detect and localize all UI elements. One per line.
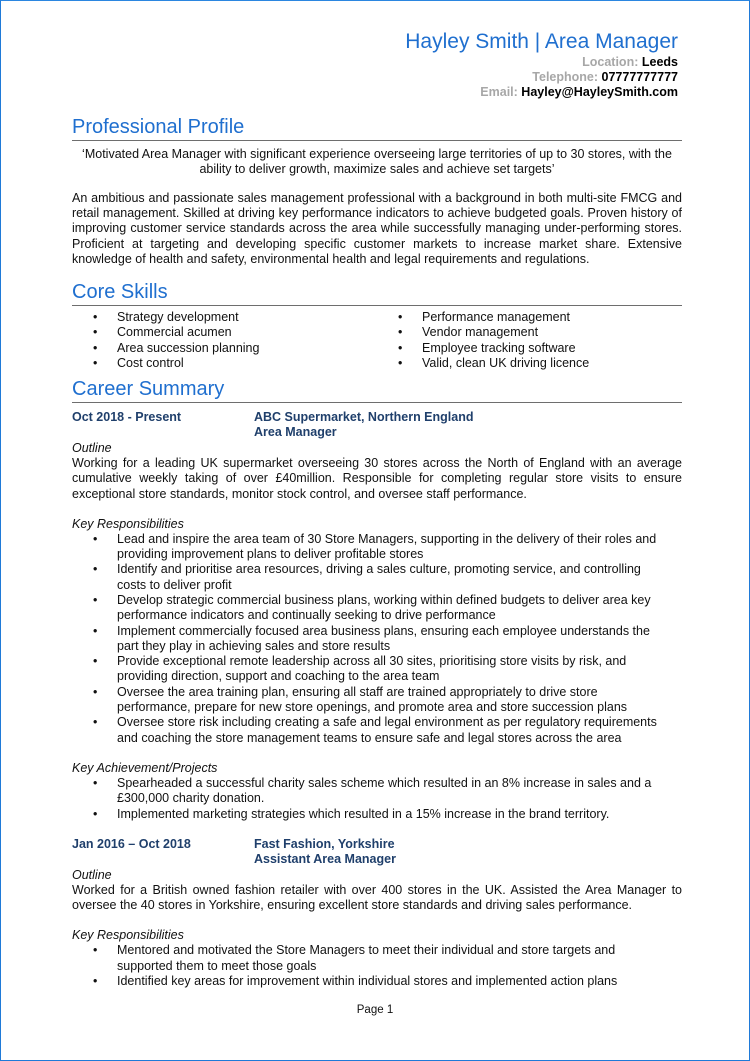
achievements-label: Key Achievement/Projects bbox=[72, 760, 218, 775]
list-item: • Oversee the area training plan, ensuring all staff are trained appropriately to drive store performance, prepare for new store openings, and promote area and store succession plans bbox=[72, 685, 682, 716]
skill-item: • Performance management bbox=[377, 310, 682, 325]
telephone-line bbox=[405, 70, 678, 85]
list-item: • Spearheaded a successful charity sales scheme which resulted in an 8% increase in sales and a £300,000 charity donation. bbox=[72, 776, 682, 807]
profile-body: An ambitious and passionate sales management professional with a background in both multi-site FMCG and retail management. Skilled at driving key performance indicators to achieve budgeted goals. Proven history of improving customer service standards across the area while successfully managing under-performing stores. Proficient at targeting and developing specific customer markets to increase market share. Extensive knowledge of health and safety, environmental health and legal requirements and regulations. bbox=[72, 191, 682, 266]
skills-heading: Core Skills bbox=[72, 279, 682, 306]
cv-header bbox=[405, 28, 678, 100]
job-company: Fast Fashion, Yorkshire bbox=[254, 836, 395, 851]
job-company: ABC Supermarket, Northern England bbox=[254, 410, 474, 425]
list-item: • Provide exceptional remote leadership across all 30 sites, prioritising store visits by risk, and providing direction, support and coaching to the area team bbox=[72, 654, 682, 685]
list-item: • Mentored and motivated the Store Managers to meet their individual and store targets and supported them to meet those goals bbox=[72, 943, 682, 974]
responsibilities-list bbox=[72, 943, 682, 989]
skill-item: • Vendor management bbox=[377, 325, 682, 340]
profile-heading: Professional Profile bbox=[72, 114, 682, 141]
job-date: Jan 2016 – Oct 2018 bbox=[72, 836, 191, 851]
outline-label: Outline bbox=[72, 867, 112, 882]
skills-right-column bbox=[377, 310, 682, 371]
location-value: Leeds bbox=[641, 55, 678, 69]
job-outline: Working for a leading UK supermarket overseeing 30 stores across the North of England with an average cumulative weekly taking of over £40million. Responsible for completing regular store visits to ensure exceptional store standards, monitor stock control, and oversee staff performance. bbox=[72, 456, 682, 501]
list-item: • Develop strategic commercial business plans, working within defined budgets to deliver area key performance indicators and continually seeking to drive performance bbox=[72, 593, 682, 624]
skill-item: • Cost control bbox=[72, 356, 377, 371]
skill-item: • Area succession planning bbox=[72, 341, 377, 356]
email-value: Hayley@HayleySmith.com bbox=[521, 85, 678, 99]
skills-left-column bbox=[72, 310, 377, 371]
responsibilities-list bbox=[72, 532, 682, 746]
list-item: • Implemented marketing strategies which resulted in a 15% increase in the brand territory. bbox=[72, 807, 682, 822]
outline-label: Outline bbox=[72, 441, 112, 456]
responsibilities-label: Key Responsibilities bbox=[72, 928, 184, 943]
job-header bbox=[72, 410, 682, 440]
responsibilities-label: Key Responsibilities bbox=[72, 516, 184, 531]
job-title: Assistant Area Manager bbox=[254, 851, 396, 866]
list-item: • Identify and prioritise area resources, driving a sales culture, promoting service, and controlling costs to deliver profit bbox=[72, 562, 682, 593]
job-company-block bbox=[254, 410, 473, 440]
profile-quote: ‘Motivated Area Manager with significant experience overseeing large territories of up to 30 stores, with the ability to deliver growth, maximize sales and achieve set targets’ bbox=[82, 147, 672, 176]
location-label: Location: bbox=[582, 55, 639, 69]
job-entry bbox=[72, 410, 682, 822]
achievements-list bbox=[72, 776, 682, 822]
email-label: Email: bbox=[480, 85, 518, 99]
telephone-value: 07777777777 bbox=[601, 70, 678, 84]
page-number: Page 1 bbox=[356, 1004, 394, 1016]
job-outline: Worked for a British owned fashion retailer with over 400 stores in the UK. Assisted the Area Manager to oversee the 40 stores in Yorkshire, ensuring excellent store standards and driving sales performance. bbox=[72, 882, 682, 913]
skills-list bbox=[72, 310, 682, 371]
job-title: Area Manager bbox=[254, 425, 337, 440]
email-line bbox=[405, 85, 678, 100]
telephone-label: Telephone: bbox=[532, 70, 599, 84]
skill-item: • Employee tracking software bbox=[377, 341, 682, 356]
career-heading: Career Summary bbox=[72, 376, 682, 403]
job-company-block bbox=[254, 837, 396, 867]
job-date: Oct 2018 - Present bbox=[72, 410, 182, 425]
cv-content bbox=[72, 114, 682, 989]
list-item: • Lead and inspire the area team of 30 Store Managers, supporting in the delivery of their roles and providing improvement plans to deliver profitable stores bbox=[72, 532, 682, 563]
skill-item: • Commercial acumen bbox=[72, 325, 377, 340]
candidate-name: Hayley Smith | Area Manager bbox=[405, 30, 678, 53]
job-entry bbox=[72, 837, 682, 989]
skill-item: • Strategy development bbox=[72, 310, 377, 325]
list-item: • Oversee store risk including creating a safe and legal environment as per regulatory requirements and coaching the store management teams to ensure safe and legal stores across the area bbox=[72, 715, 682, 746]
list-item: • Implement commercially focused area business plans, ensuring each employee understands the part they play in achieving sales and store results bbox=[72, 624, 682, 655]
location-line bbox=[405, 55, 678, 70]
skill-item: • Valid, clean UK driving licence bbox=[377, 356, 682, 371]
list-item: • Identified key areas for improvement within individual stores and implemented action plans bbox=[72, 974, 682, 989]
job-header bbox=[72, 837, 682, 867]
